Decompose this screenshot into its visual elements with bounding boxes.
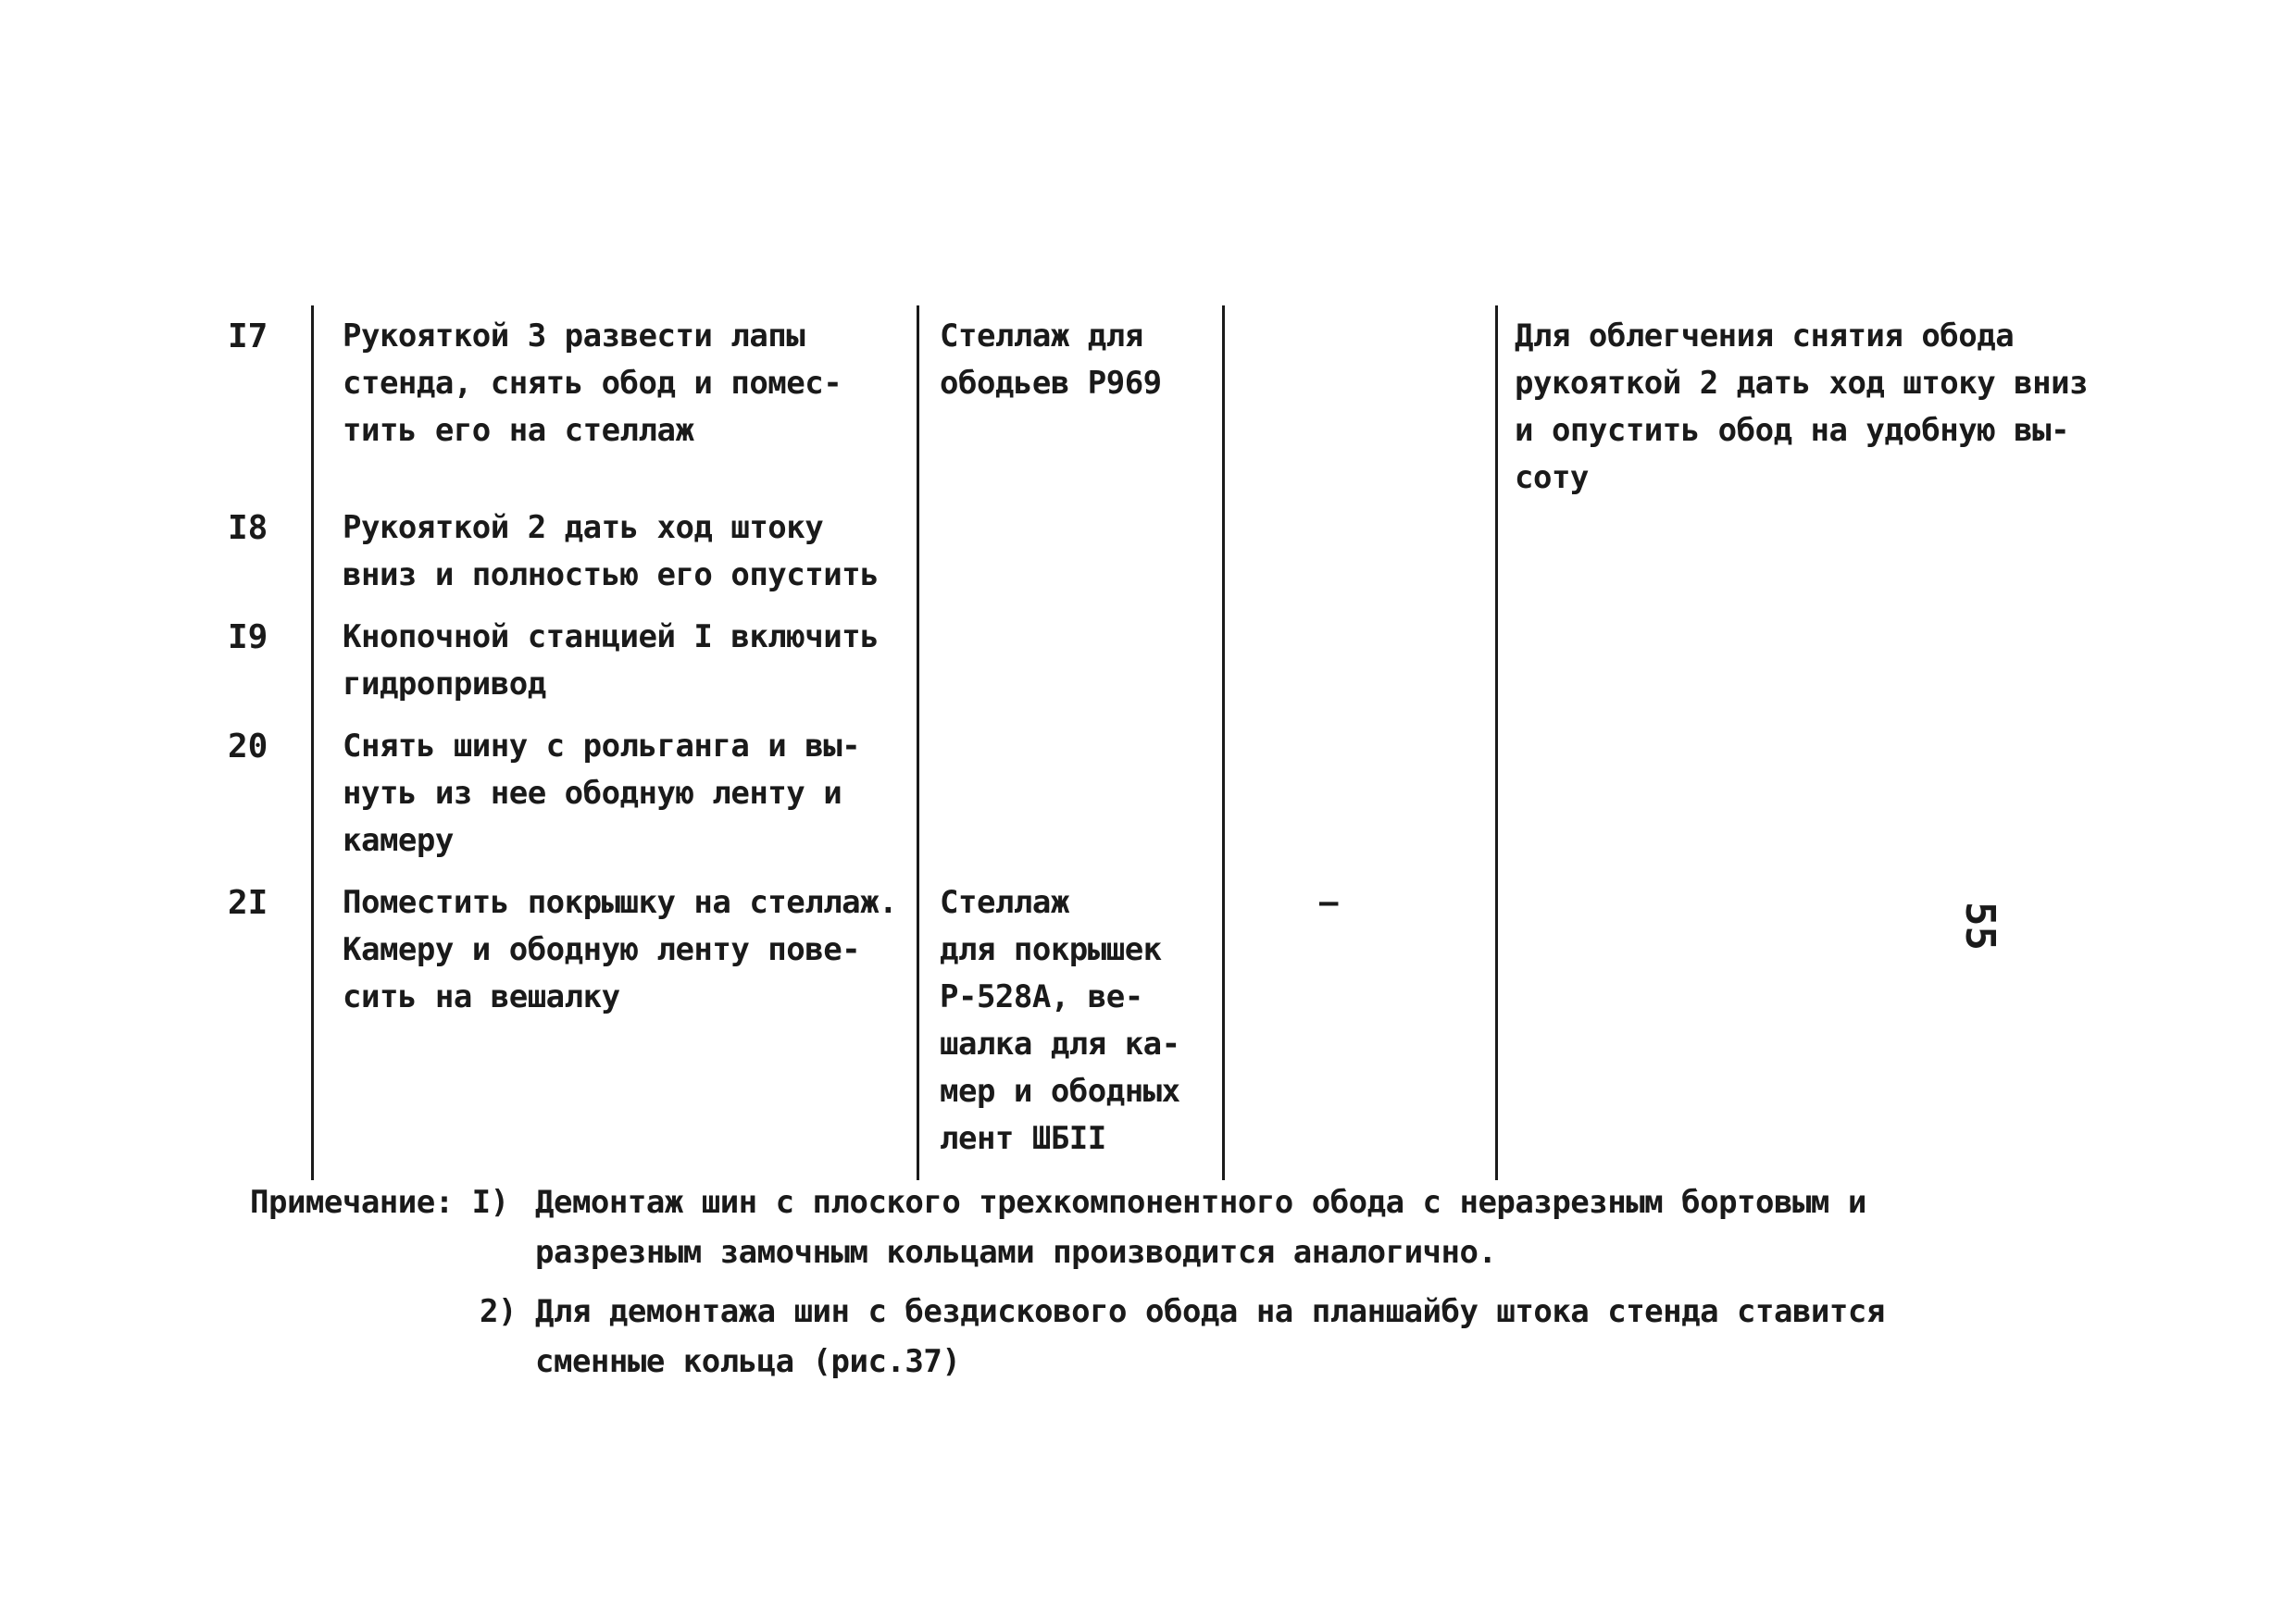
equipment-text: Стеллаж для ободьев Р969 [940,317,1162,402]
row-number: I7 [228,317,268,355]
footnote-item-2-label: 2) [480,1293,517,1330]
row-number: I8 [228,509,268,547]
column-divider-1 [311,305,314,1180]
operation-text: Кнопочной станцией I включить гидропривод [343,618,880,703]
operation-text: Рукояткой 3 развести лапы стенда, снять обод и помес- тить его на стеллаж [343,317,842,449]
row-number: 20 [228,728,268,765]
column-divider-3 [1222,305,1225,1180]
note-text: Для облегчения снятия обода рукояткой 2 дать ход штоку вниз и опустить обод на удобную вы- соту [1515,317,2089,496]
footnote-label: Примечание: I) [250,1184,509,1221]
operation-text: Рукояткой 2 дать ход штоку вниз и полностью его опустить [343,509,880,593]
operation-text: Снять шину с рольганга и вы- нуть из нее ободную ленту и камеру [343,728,861,859]
tool-text: – [1319,884,1338,921]
footnote-item-2: Для демонтажа шин с бездискового обода на планшайбу штока стенда ставится сменные кольца (рис.37) [535,1293,1885,1380]
page-number: 55 [1955,902,2003,951]
column-divider-4 [1495,305,1498,1180]
footnote-item-1: Демонтаж шин с плоского трехкомпонентного обода с неразрезным бортовым и разрезным замочным кольцами производится аналогично. [535,1184,1866,1271]
operation-text: Поместить покрышку на стеллаж. Камеру и ободную ленту пове- сить на вешалку [343,884,898,1015]
column-divider-2 [917,305,919,1180]
equipment-text: Стеллаж для покрышек Р-528А, ве- шалка для ка- мер и ободных лент ШБII [940,884,1180,1157]
row-number: 2I [228,884,268,922]
row-number: I9 [228,618,268,656]
